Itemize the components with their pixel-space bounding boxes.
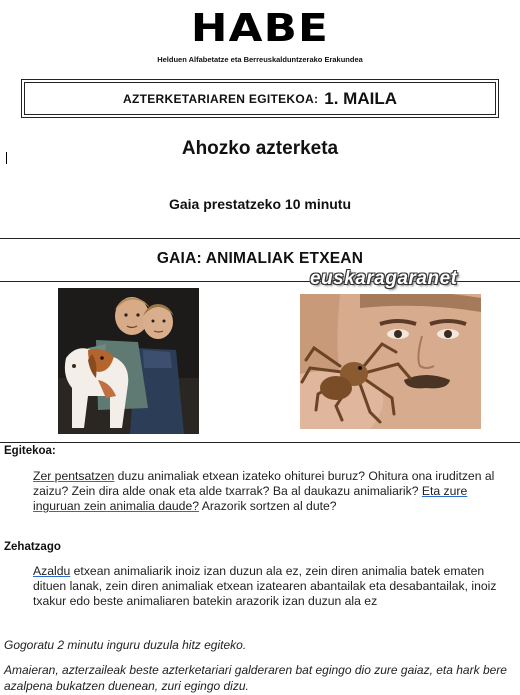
details-text: etxean animaliarik inoiz izan duzun ala ez, zein diren animalia batek ematen dituen lanak, zein diren animaliak etxean izatearen abantailak eta desabantailak, inoiz txakur edo beste animaliaren batekin arazorik izan duzun ala ez [33,564,497,609]
exam-role-box [21,79,499,118]
task-link-2[interactable]: Eta zure inguruan zein animalia daude? [33,484,468,514]
task-text-2: Arazorik sortzen al dute? [199,499,337,514]
task-link-1[interactable]: Zer pentsatzen [33,469,115,483]
task-text-1: duzu animaliak etxean izateko ohiturei buruz? Ohitura ona iruditzen al zaizu? Zein dira alde onak eta alde txarrak? Ba al daukazu animaliarik? [33,469,495,499]
page-title: Ahozko azterketa [181,138,339,159]
two-boys-with-dog-photo [58,288,199,434]
man-with-tarantula-photo [300,294,481,429]
task-paragraph [33,469,513,515]
section-divider [0,442,520,443]
exam-role-label: AZTERKETARIAREN EGITEKOA: [122,91,319,106]
exam-level: 1. MAILA [324,88,397,108]
organization-name: Helduen Alfabetatze eta Berreuskalduntzerako Erakundea [157,55,363,64]
watermark: euskaragaranet [310,268,458,289]
details-paragraph [33,564,513,610]
time-note: Gogoratu 2 minutu inguru duzula hitz egiteko. [4,638,247,652]
prep-time: Gaia prestatzeko 10 minutu [168,196,352,212]
topic-heading: GAIA: ANIMALIAK ETXEAN [156,250,364,267]
task-heading: Egitekoa: [4,445,56,457]
details-link[interactable]: Azaldu [33,564,71,578]
habe-logo: HABE [190,6,330,50]
examiner-note: Amaieran, azterzaileak beste azterketariari galderaren bat egingo dio zure gaiaz, eta hark bere azalpena bukatzen duenean, zuri egingo dizu. [4,663,507,693]
details-heading: Zehatzago [4,541,61,553]
